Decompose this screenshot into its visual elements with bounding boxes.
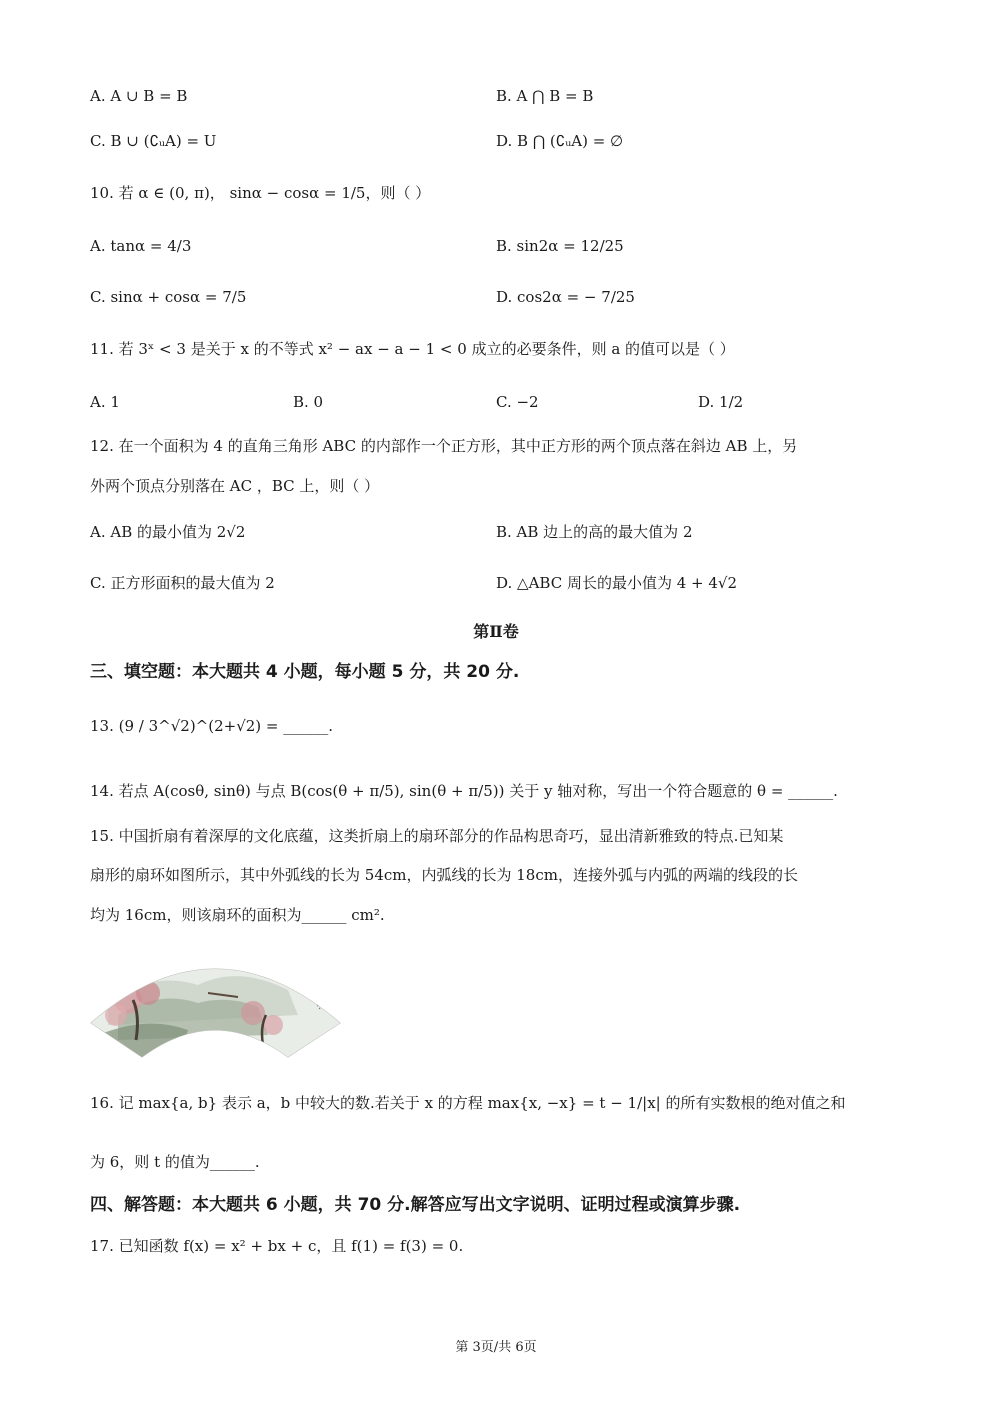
q12-option-a: A. AB 的最小值为 2√2 bbox=[90, 523, 246, 541]
q10-stem: 10. 若 α ∈ (0, π)， sinα − cosα = 1/5，则（ ） bbox=[90, 184, 431, 202]
q15-line3: 均为 16cm，则该扇环的面积为______ cm². bbox=[90, 906, 385, 924]
q11-stem: 11. 若 3ˣ < 3 是关于 x 的不等式 x² − ax − a − 1 < 0 成立的必要条件，则 a 的值可以是（ ） bbox=[90, 340, 735, 358]
q9-option-b: B. A ⋂ B = B bbox=[496, 87, 594, 105]
q9-option-c: C. B ∪ (∁ᵤA) = U bbox=[90, 132, 217, 150]
section-3-heading: 三、填空题：本大题共 4 小题，每小题 5 分，共 20 分. bbox=[90, 662, 520, 682]
q17-text: 17. 已知函数 f(x) = x² + bx + c，且 f(1) = f(3) = 0. bbox=[90, 1237, 464, 1255]
q11-option-d: D. 1/2 bbox=[698, 393, 744, 411]
q10-option-c: C. sinα + cosα = 7/5 bbox=[90, 288, 247, 306]
section-2-title: 第Ⅱ卷 bbox=[473, 622, 519, 641]
q16-line2: 为 6，则 t 的值为______. bbox=[90, 1153, 260, 1171]
q14-text: 14. 若点 A(cosθ, sinθ) 与点 B(cos(θ + π/5), sin(θ + π/5)) 关于 y 轴对称，写出一个符合题意的 θ = ______. bbox=[90, 782, 838, 800]
q10-option-d: D. cos2α = − 7/25 bbox=[496, 288, 635, 306]
q13-text: 13. (9 / 3^√2)^(2+√2) = ______. bbox=[90, 717, 334, 735]
q15-line2: 扇形的扇环如图所示，其中外弧线的长为 54cm，内弧线的长为 18cm，连接外弧与内弧的两端的线段的长 bbox=[90, 866, 798, 884]
q11-option-a: A. 1 bbox=[90, 393, 120, 411]
q10-option-a: A. tanα = 4/3 bbox=[90, 237, 192, 255]
q11-option-c: C. −2 bbox=[496, 393, 539, 411]
folding-fan-painting bbox=[88, 945, 343, 1063]
q15-line1: 15. 中国折扇有着深厚的文化底蕴，这类折扇上的扇环部分的作品构思奇巧，显出清新雅致的特点.已知某 bbox=[90, 827, 784, 845]
q9-option-a: A. A ∪ B = B bbox=[90, 87, 188, 105]
q10-option-b: B. sin2α = 12/25 bbox=[496, 237, 624, 255]
q12-option-c: C. 正方形面积的最大值为 2 bbox=[90, 574, 275, 592]
q12-stem-line2: 外两个顶点分别落在 AC ，BC 上，则（ ） bbox=[90, 477, 380, 495]
section-4-heading: 四、解答题：本大题共 6 小题，共 70 分.解答应写出文字说明、证明过程或演算步骤. bbox=[90, 1195, 741, 1215]
q11-option-b: B. 0 bbox=[293, 393, 324, 411]
q12-stem-line1: 12. 在一个面积为 4 的直角三角形 ABC 的内部作一个正方形，其中正方形的两个顶点落在斜边 AB 上，另 bbox=[90, 437, 798, 455]
q9-option-d: D. B ⋂ (∁ᵤA) = ∅ bbox=[496, 132, 624, 150]
q12-option-d: D. △ABC 周长的最小值为 4 + 4√2 bbox=[496, 574, 738, 592]
page-footer: 第 3页/共 6页 bbox=[455, 1340, 537, 1355]
q16-line1: 16. 记 max{a, b} 表示 a，b 中较大的数.若关于 x 的方程 max{x, −x} = t − 1/|x| 的所有实数根的绝对值之和 bbox=[90, 1094, 846, 1112]
q12-option-b: B. AB 边上的高的最大值为 2 bbox=[496, 523, 693, 541]
